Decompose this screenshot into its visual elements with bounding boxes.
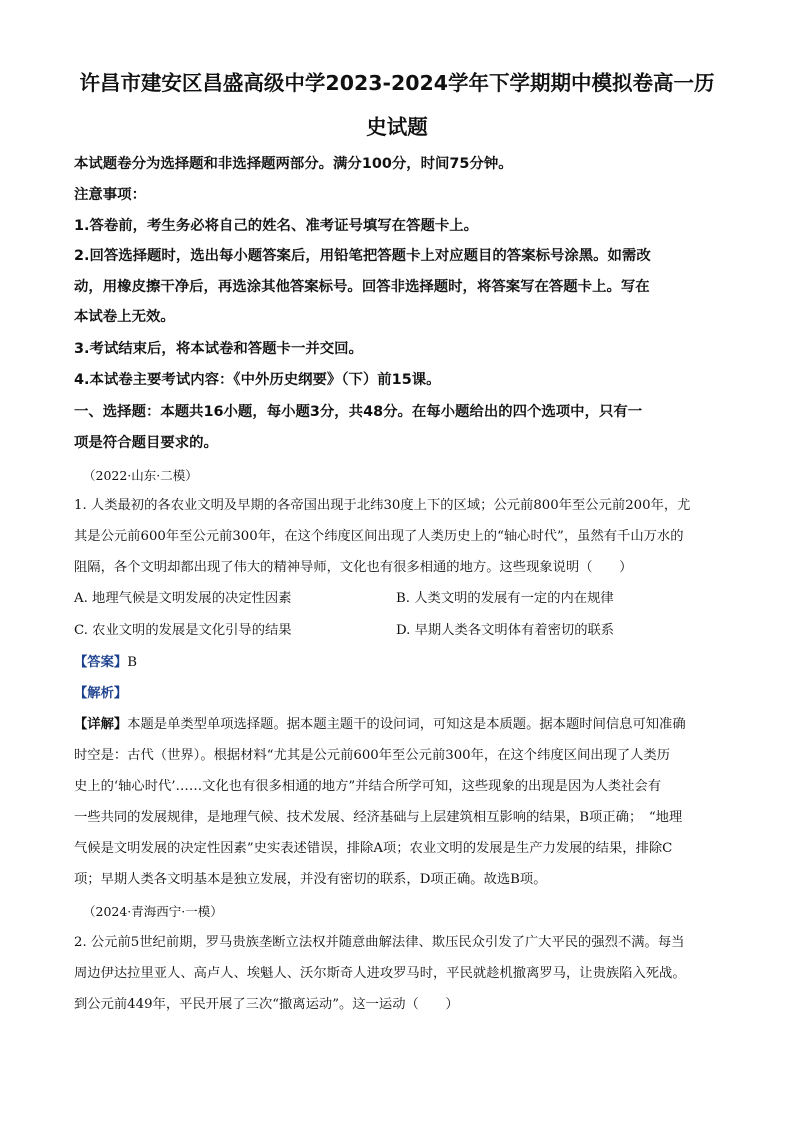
notice-heading: 注意事项： [74,187,146,203]
q1-option-c: C. 农业文明的发展是文化引导的结果 [74,623,292,638]
detail-label: 【详解】 [74,717,128,732]
q2-stem-line-3: 到公元前449年，平民开展了三次“撤离运动”。这一运动（ ） [74,997,459,1012]
q1-detail-line-6: 项；早期人类各文明基本是独立发展，并没有密切的联系，D项正确。故选B项。 [74,872,547,887]
q1-source: （2022·山东·二模） [83,468,198,483]
notice-line-1: 1.答卷前，考生务必将自己的姓名、准考证号填写在答题卡上。 [74,218,479,234]
q1-stem-line-3: 阻隔，各个文明却都出现了伟大的精神导师，文化也有很多相通的地方。这些现象说明（ ） [74,560,633,575]
analysis-label: 【解析】 [74,686,128,701]
exam-intro: 本试题卷分为选择题和非选择题两部分。满分100分，时间75分钟。 [74,156,513,172]
q1-detail-line-2: 时空是：古代（世界）。根据材料“尤其是公元前600年至公元前300年，在这个纬度区间出现了人类历 [74,748,671,763]
q1-detail-line-5: 气候是文明发展的决定性因素”史实表述错误，排除A项；农业文明的发展是生产力发展的结果，排除C [74,841,673,856]
q1-option-b: B. 人类文明的发展有一定的内在规律 [396,591,614,606]
q2-stem-line-1: 2. 公元前5世纪前期，罗马贵族垄断立法权并随意曲解法律、欺压民众引发了广大平民的强烈不满。每当 [74,935,685,950]
notice-line-2: 2.回答选择题时，选出每小题答案后，用铅笔把答题卡上对应题目的答案标号涂黑。如需改 [74,248,651,264]
q1-stem-line-1: 1. 人类最初的各农业文明及早期的各帝国出现于北纬30度上下的区域；公元前800年至公元前200年，尤 [74,498,691,513]
notice-line-3: 3.考试结束后，将本试卷和答题卡一并交回。 [74,341,363,357]
detail-text: 本题是单类型单项选择题。据本题主题干的设问词，可知这是本质题。据本题时间信息可知准确 [127,717,686,732]
q1-option-d: D. 早期人类各文明体有着密切的联系 [396,623,615,638]
q1-stem-line-2: 其是公元前600年至公元前300年，在这个纬度区间出现了人类历史上的“轴心时代”，虽然有千山万水的 [74,529,684,544]
q1-option-a: A. 地理气候是文明发展的决定性因素 [74,591,292,606]
notice-line-2-end: 本试卷上无效。 [74,309,175,325]
q1-detail-line-3: 史上的‘轴心时代’……文化也有很多相通的地方”并结合所学可知，这些现象的出现是因为人类社会有 [74,779,662,794]
section-heading-line-2: 项是符合题目要求的。 [74,435,218,451]
q2-source: （2024·青海西宁·一模） [83,904,223,919]
q1-answer [74,651,137,670]
notice-line-2-cont: 动，用橡皮擦干净后，再选涂其他答案标号。回答非选择题时，将答案写在答题卡上。写在 [74,279,650,295]
q2-stem-line-2: 周边伊达拉里亚人、高卢人、埃魁人、沃尔斯奇人进攻罗马时，平民就趁机撤离罗马，让贵族陷入死战。 [74,966,686,981]
section-heading-line-1: 一、选择题：本题共16小题，每小题3分，共48分。在每小题给出的四个选项中，只有一 [74,404,643,420]
q1-detail-line-1 [74,713,686,732]
notice-line-4: 4.本试卷主要考试内容：《中外历史纲要》（下）前15课。 [74,372,441,388]
q1-detail-line-4: 一些共同的发展规律，是地理气候、技术发展、经济基础与上层建筑相互影响的结果，B项正确； “地理 [74,810,683,825]
answer-label: 【答案】 [74,655,128,670]
exam-title-line-1: 许昌市建安区昌盛高级中学2023-2024学年下学期期中模拟卷高一历 [79,71,715,95]
q1-analysis-heading [74,682,127,701]
answer-value: B [127,655,137,670]
exam-title-line-2: 史试题 [366,115,428,139]
